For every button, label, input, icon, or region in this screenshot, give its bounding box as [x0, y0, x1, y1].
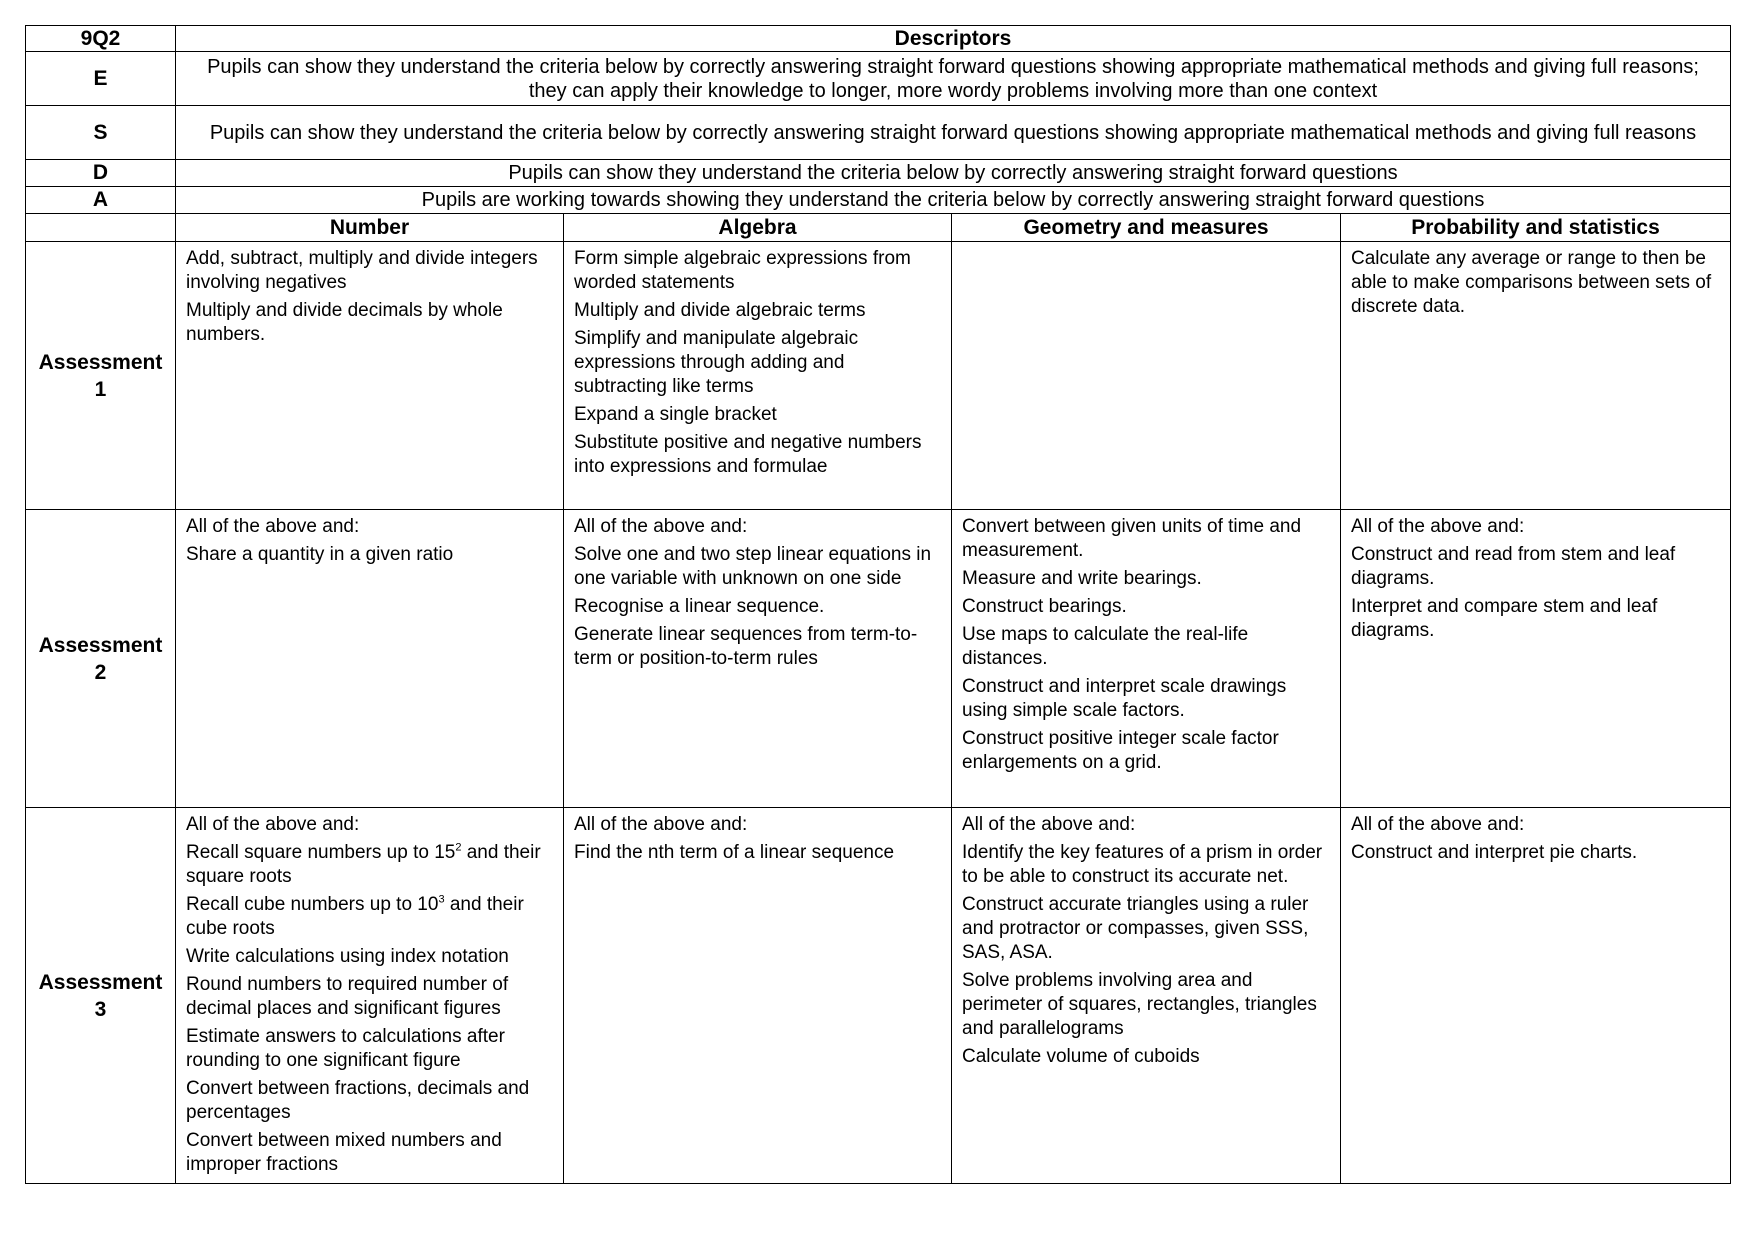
- assessment-row-1: [26, 242, 1731, 510]
- criterion: Generate linear sequences from term-to-term or position-to-term rules: [574, 624, 918, 669]
- number-cell: [176, 808, 564, 1184]
- assessment-row-3: [26, 808, 1731, 1184]
- criterion: Share a quantity in a given ratio: [186, 544, 454, 565]
- number-cell: [176, 510, 564, 808]
- grade-descriptor: Pupils can show they understand the criteria below by correctly answering straight forward questions showing appropriate mathematical methods and giving full reasons: [176, 106, 1731, 160]
- assessment-label: [26, 510, 176, 808]
- descriptor-table: [25, 25, 1731, 1184]
- criterion: Multiply and divide algebraic terms: [574, 300, 866, 321]
- criterion: Identify the key features of a prism in order to be able to construct its accurate net.: [962, 842, 1323, 887]
- criterion: Calculate volume of cuboids: [962, 1046, 1200, 1067]
- criterion: Construct and interpret scale drawings using simple scale factors.: [962, 676, 1287, 721]
- criterion: Interpret and compare stem and leaf diagrams.: [1351, 596, 1658, 641]
- grade-row-a: [26, 187, 1731, 214]
- criterion: Estimate answers to calculations after rounding to one significant figure: [186, 1026, 505, 1071]
- assessment-label-word: Assessment: [38, 350, 163, 374]
- grade-descriptor: Pupils can show they understand the criteria below by correctly answering straight forward questions: [176, 160, 1731, 187]
- criterion: Add, subtract, multiply and divide integers involving negatives: [186, 248, 538, 293]
- probability-cell: [1341, 510, 1731, 808]
- grade-descriptor: Pupils can show they understand the criteria below by correctly answering straight forward questions showing appropriate mathematical methods and giving full reasons; they can apply their knowledge to longer, more wordy problems involving more than one context: [176, 52, 1731, 106]
- assessment-label-number: 2: [94, 660, 107, 684]
- assessment-label-word: Assessment: [38, 633, 163, 657]
- square-exponent: 2: [455, 841, 462, 854]
- criterion: Solve problems involving area and perimeter of squares, rectangles, triangles and parallelograms: [962, 970, 1317, 1039]
- square-text-rest: and their square roots: [186, 842, 541, 887]
- criterion: Use maps to calculate the real-life distances.: [962, 624, 1249, 669]
- criterion: All of the above and:: [574, 516, 748, 537]
- grade-descriptor: Pupils are working towards showing they understand the criteria below by correctly answering straight forward questions: [176, 187, 1731, 214]
- column-header-algebra: Algebra: [564, 214, 952, 242]
- criterion: All of the above and:: [1351, 516, 1525, 537]
- criterion: Recognise a linear sequence.: [574, 596, 825, 617]
- criterion: Solve one and two step linear equations in one variable with unknown on one side: [574, 544, 932, 589]
- criterion: Construct accurate triangles using a ruler and protractor or compasses, given SSS, SAS, ASA.: [962, 894, 1309, 963]
- assessment-label: [26, 242, 176, 510]
- criterion: Expand a single bracket: [574, 404, 777, 425]
- geometry-cell: [952, 808, 1341, 1184]
- criterion: All of the above and:: [962, 814, 1136, 835]
- square-text: Recall square numbers up to 15: [186, 842, 456, 863]
- criterion: Convert between given units of time and measurement.: [962, 516, 1302, 561]
- column-header-geometry: Geometry and measures: [952, 214, 1341, 242]
- criterion: Write calculations using index notation: [186, 946, 509, 967]
- grade-row-d: [26, 160, 1731, 187]
- criterion: Convert between mixed numbers and improper fractions: [186, 1130, 502, 1175]
- criterion: Convert between fractions, decimals and percentages: [186, 1078, 530, 1123]
- grade-row-e: [26, 52, 1731, 106]
- assessment-label: [26, 808, 176, 1184]
- criterion-square-numbers: [186, 841, 553, 889]
- grade-row-s: [26, 106, 1731, 160]
- criterion: All of the above and:: [1351, 814, 1525, 835]
- criterion: All of the above and:: [574, 814, 748, 835]
- criterion: Form simple algebraic expressions from worded statements: [574, 248, 911, 293]
- header-row: [26, 26, 1731, 52]
- assessment-label-number: 1: [94, 377, 107, 401]
- assessment-label-number: 3: [94, 997, 107, 1021]
- assessment-label-word: Assessment: [38, 970, 163, 994]
- geometry-cell-empty: [952, 242, 1341, 510]
- criterion-cube-numbers: [186, 893, 553, 941]
- probability-cell: [1341, 242, 1731, 510]
- grade-label: E: [26, 52, 176, 106]
- empty-corner-cell: [26, 214, 176, 242]
- grade-label: A: [26, 187, 176, 214]
- criterion: Find the nth term of a linear sequence: [574, 842, 895, 863]
- criterion: Round numbers to required number of decimal places and significant figures: [186, 974, 509, 1019]
- cube-text: Recall cube numbers up to 10: [186, 894, 439, 915]
- algebra-cell: [564, 242, 952, 510]
- probability-cell: [1341, 808, 1731, 1184]
- grade-label: S: [26, 106, 176, 160]
- grade-label: D: [26, 160, 176, 187]
- criterion: All of the above and:: [186, 516, 360, 537]
- criterion: Construct and interpret pie charts.: [1351, 842, 1638, 863]
- criterion: Calculate any average or range to then be able to make comparisons between sets of discrete data.: [1351, 248, 1712, 317]
- cube-exponent: 3: [438, 893, 445, 906]
- geometry-cell: [952, 510, 1341, 808]
- criterion: Substitute positive and negative numbers into expressions and formulae: [574, 432, 922, 477]
- cube-text-rest: and their cube roots: [186, 894, 524, 939]
- criterion: Construct bearings.: [962, 596, 1127, 617]
- column-header-probability: Probability and statistics: [1341, 214, 1731, 242]
- class-code: 9Q2: [26, 26, 176, 52]
- assessment-row-2: [26, 510, 1731, 808]
- criterion: Measure and write bearings.: [962, 568, 1202, 589]
- criterion: Simplify and manipulate algebraic expressions through adding and subtracting like terms: [574, 328, 859, 397]
- column-header-row: [26, 214, 1731, 242]
- criterion: All of the above and:: [186, 814, 360, 835]
- descriptors-title: Descriptors: [176, 26, 1731, 52]
- criterion: Multiply and divide decimals by whole numbers.: [186, 300, 503, 345]
- algebra-cell: [564, 510, 952, 808]
- criterion: Construct positive integer scale factor enlargements on a grid.: [962, 728, 1279, 773]
- column-header-number: Number: [176, 214, 564, 242]
- algebra-cell: [564, 808, 952, 1184]
- number-cell: [176, 242, 564, 510]
- criterion: Construct and read from stem and leaf diagrams.: [1351, 544, 1676, 589]
